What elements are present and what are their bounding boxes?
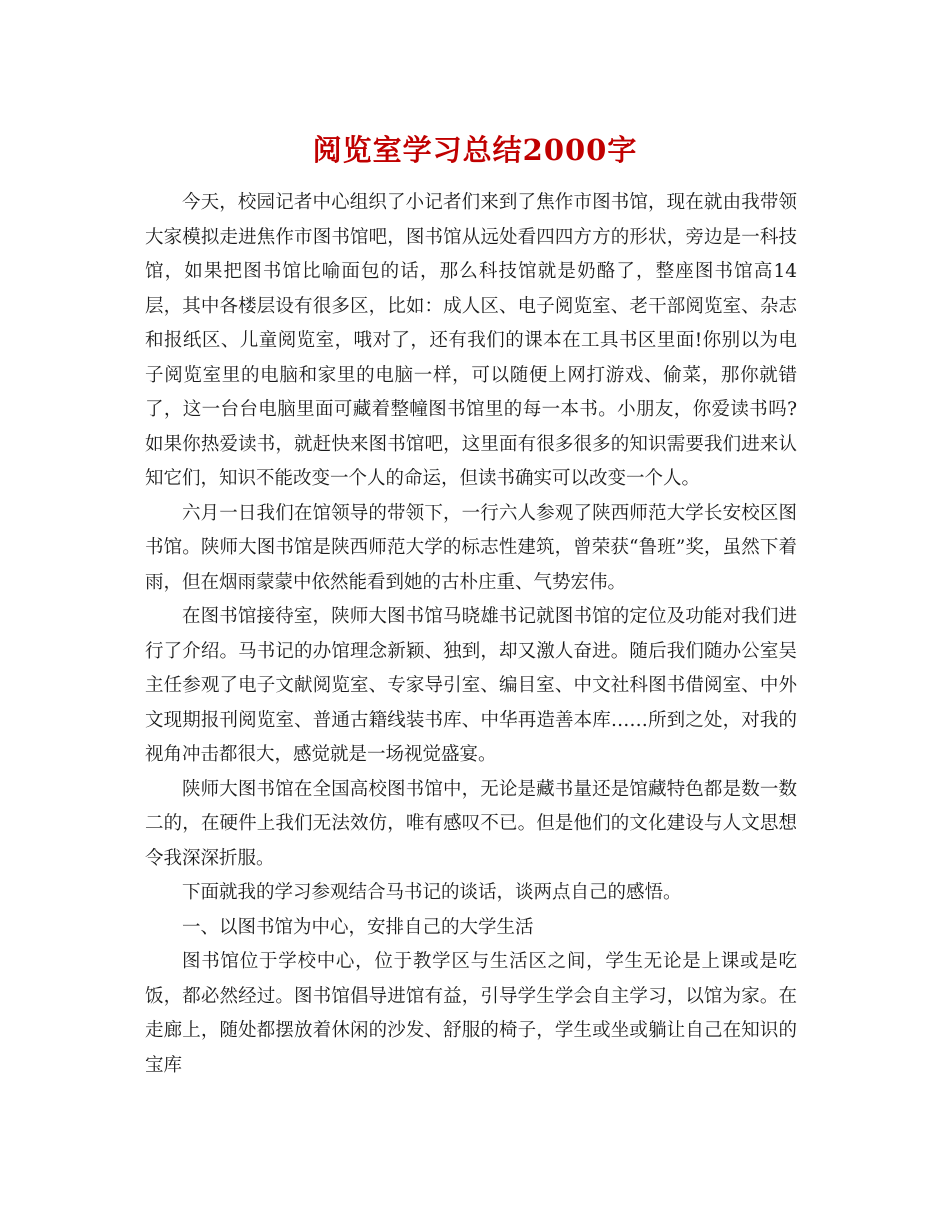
paragraph: 下面就我的学习参观结合马书记的谈话，谈两点自己的感悟。: [182, 882, 682, 903]
document-title: 阅览室学习总结2000字: [312, 133, 638, 167]
paragraph: 图书馆位于学校中心，位于教学区与生活区之间，学生无论是上课或是吃饭，都必然经过。图书馆倡导进馆有益，引导学生学会自主学习，以馆为家。在走廊上，随处都摆放着休闲的沙发、舒服的椅子，学生或坐或躺让自己在知识的宝库: [145, 951, 797, 1076]
section-heading: 一、以图书馆为中心，安排自己的大学生活: [182, 916, 534, 938]
paragraph: 陕师大图书馆在全国高校图书馆中，无论是藏书量还是馆藏特色都是数一数二的，在硬件上我们无法效仿，唯有感叹不已。但是他们的文化建设与人文思想令我深深折服。: [145, 778, 797, 869]
paragraph: 在图书馆接待室，陕师大图书馆马晓雄书记就图书馆的定位及功能对我们进行了介绍。马书记的办馆理念新颖、独到，却又激人奋进。随后我们随办公室吴主任参观了电子文献阅览室、专家导引室、编目室、中文社科图书借阅室、中外文现期报刊阅览室、普通古籍线装书库、中华再造善本库……所到之处，对我的视角冲击都很大，感觉就是一场视觉盛宴。: [145, 606, 797, 765]
paragraph: 今天，校园记者中心组织了小记者们来到了焦作市图书馆，现在就由我带领大家模拟走进焦作市图书馆吧，图书馆从远处看四四方方的形状，旁边是一科技馆，如果把图书馆比喻面包的话，那么科技馆就是奶酪了，整座图书馆高14层，其中各楼层设有很多区，比如：成人区、电子阅览室、老干部阅览室、杂志和报纸区、儿童阅览室，哦对了，还有我们的课本在工具书区里面!你别以为电子阅览室里的电脑和家里的电脑一样，可以随便上网打游戏、偷菜，那你就错了，这一台台电脑里面可藏着整幢图书馆里的每一本书。小朋友，你爱读书吗?如果你热爱读书，就赶快来图书馆吧，这里面有很多很多的知识需要我们进来认知它们，知识不能改变一个人的命运，但读书确实可以改变一个人。: [145, 192, 797, 489]
document-body: [145, 186, 797, 1083]
paragraph: 六月一日我们在馆领导的带领下，一行六人参观了陕西师范大学长安校区图书馆。陕师大图书馆是陕西师范大学的标志性建筑，曾荣获“鲁班”奖，虽然下着雨，但在烟雨蒙蒙中依然能看到她的古朴庄重、气势宏伟。: [145, 502, 797, 593]
